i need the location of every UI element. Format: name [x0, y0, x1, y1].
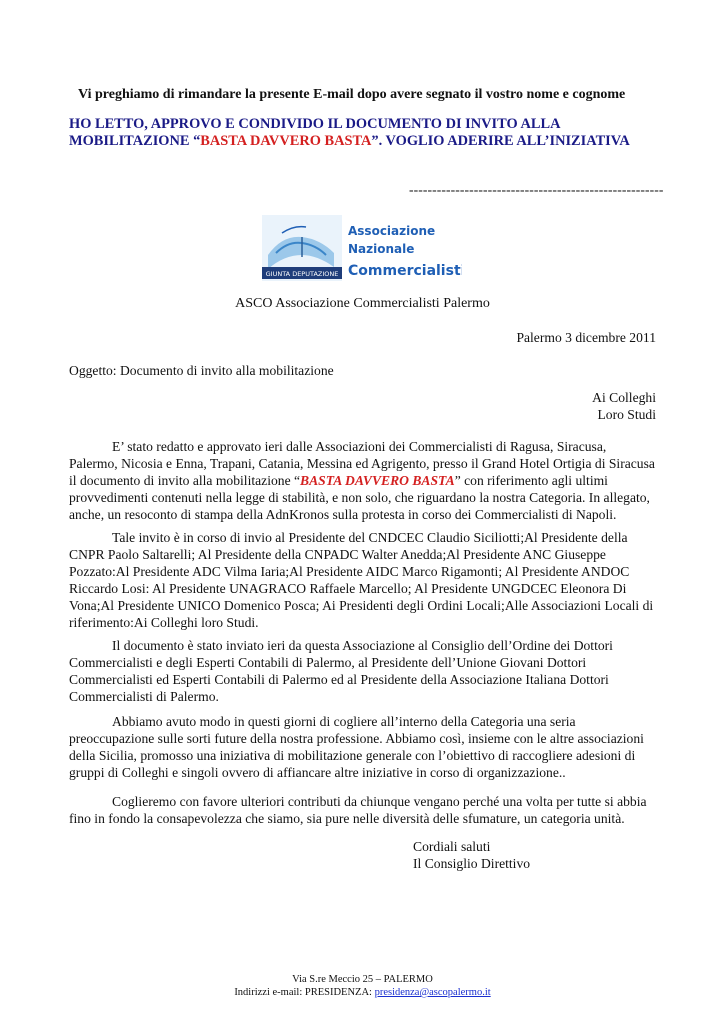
paragraph-1 [69, 438, 657, 523]
association-logo [262, 215, 462, 281]
logo-text-line-1: Associazione [348, 224, 436, 238]
closing-block [413, 838, 530, 872]
title-line-1: HO LETTO, APPROVO E CONDIVIDO IL DOCUMENTO DI INVITO ALLA [69, 116, 561, 132]
paragraph-3: Il documento è stato inviato ieri da questa Associazione al Consiglio dell’Ordine dei Dottori Commercialisti e degli Esperti Contabili di Palermo, al Presidente dell’Unione Giovani Dottori Commercialisti ed Esperti Contabili di Palermo ed al Presidente della Associazione Italiana Dottori Commercialisti di Palermo. [69, 638, 613, 704]
logo-text-line-3: Commercialisti [348, 263, 462, 279]
logo-text-line-2: Nazionale [348, 242, 415, 256]
organization-name: ASCO Associazione Commercialisti Palermo [235, 296, 490, 311]
adhesion-title [69, 116, 630, 150]
logo-badge-text: GIUNTA DEPUTAZIONE [265, 270, 339, 278]
resend-request: Vi preghiamo di rimandare la presente E-mail dopo avere segnato il vostro nome e cognome [78, 87, 626, 102]
letter-subject: Oggetto: Documento di invito alla mobilitazione [69, 363, 334, 378]
closing-greeting: Cordiali saluti [413, 839, 491, 854]
footer-email-line [0, 986, 725, 999]
recipient-block [592, 389, 656, 423]
recipient-line-1: Ai Colleghi [592, 390, 656, 405]
title-campaign-name: BASTA DAVVERO BASTA [200, 133, 372, 149]
title-line-2 [69, 133, 630, 150]
title-pre: MOBILITAZIONE “ [69, 133, 201, 149]
footer-email-link[interactable]: presidenza@ascopalermo.it [374, 987, 491, 998]
signature-line: ------------------------------------------------------- [409, 182, 664, 197]
letter-date: Palermo 3 dicembre 2011 [516, 330, 656, 345]
paragraph-1-start: E’ stato redatto e approvato ieri dalle Associazioni dei Commercialisti di Ragusa, Siracusa, Palermo, Nicosia e Enna, Trapani, Catania, Messina ed Agrigento, presso il Grand Hotel Ortigia di Siracusa il documento di invito alla mobilitazione “ [69, 439, 655, 488]
paragraph-5: Coglieremo con favore ulteriori contributi da chiunque vengano perché una volta per tutte si abbia fino in fondo la consapevolezza che siamo, sia pure nelle diversità delle sfumature, un categoria unità. [69, 794, 647, 826]
paragraph-2: Tale invito è in corso di invio al Presidente del CNDCEC Claudio Siciliotti;Al Presidente della CNPR Paolo Saltarelli; Al Presidente della CNPADC Walter Anedda;Al Presidente ANC Giuseppe Pozzato:Al Presidente ADC Vilma Iaria;Al Presidente AIDC Marco Rigamonti; Al Presidente ANDOC Riccardo Losi: Al Presidente UNAGRACO Raffaele Marcello; Al Presidente UNGDCEC Eleonora Di Vona;Al Presidente UNICO Domenico Posca; Ai Presidenti degli Ordini Locali;Alle Associazioni Locali di riferimento:Ai Colleghi loro Studi. [69, 530, 654, 630]
paragraph-4: Abbiamo avuto modo in questi giorni di cogliere all’interno della Categoria una seria preoccupazione sulle sorti future della nostra professione. Abbiamo così, insieme con le altre associazioni della Sicilia, promosso una iniziativa di mobilitazione generale con l’obiettivo di raccogliere adesioni di gruppi di Colleghi e singoli ovvero di affiancare altre iniziative in corso di organizzazione.. [69, 714, 644, 780]
footer-email-label: Indirizzi e-mail: PRESIDENZA: [234, 987, 375, 998]
campaign-name: BASTA DAVVERO BASTA [300, 473, 455, 488]
closing-signature: Il Consiglio Direttivo [413, 856, 531, 871]
paragraph-1-end: ” con riferimento agli ultimi provvedimenti contenuti nella legge di stabilità, e non solo, che riguardano la nostra Categoria. In allegato, anche, un resoconto di stampa della AdnKronos sulla protesta in corso dei Commercialisti di Napoli. [69, 473, 650, 522]
footer-address: Via S.re Meccio 25 – PALERMO [292, 974, 433, 985]
title-post: ”. VOGLIO ADERIRE ALL’INIZIATIVA [371, 133, 630, 149]
recipient-line-2: Loro Studi [597, 407, 656, 422]
footer [0, 973, 725, 999]
logo-graphic [262, 215, 462, 281]
